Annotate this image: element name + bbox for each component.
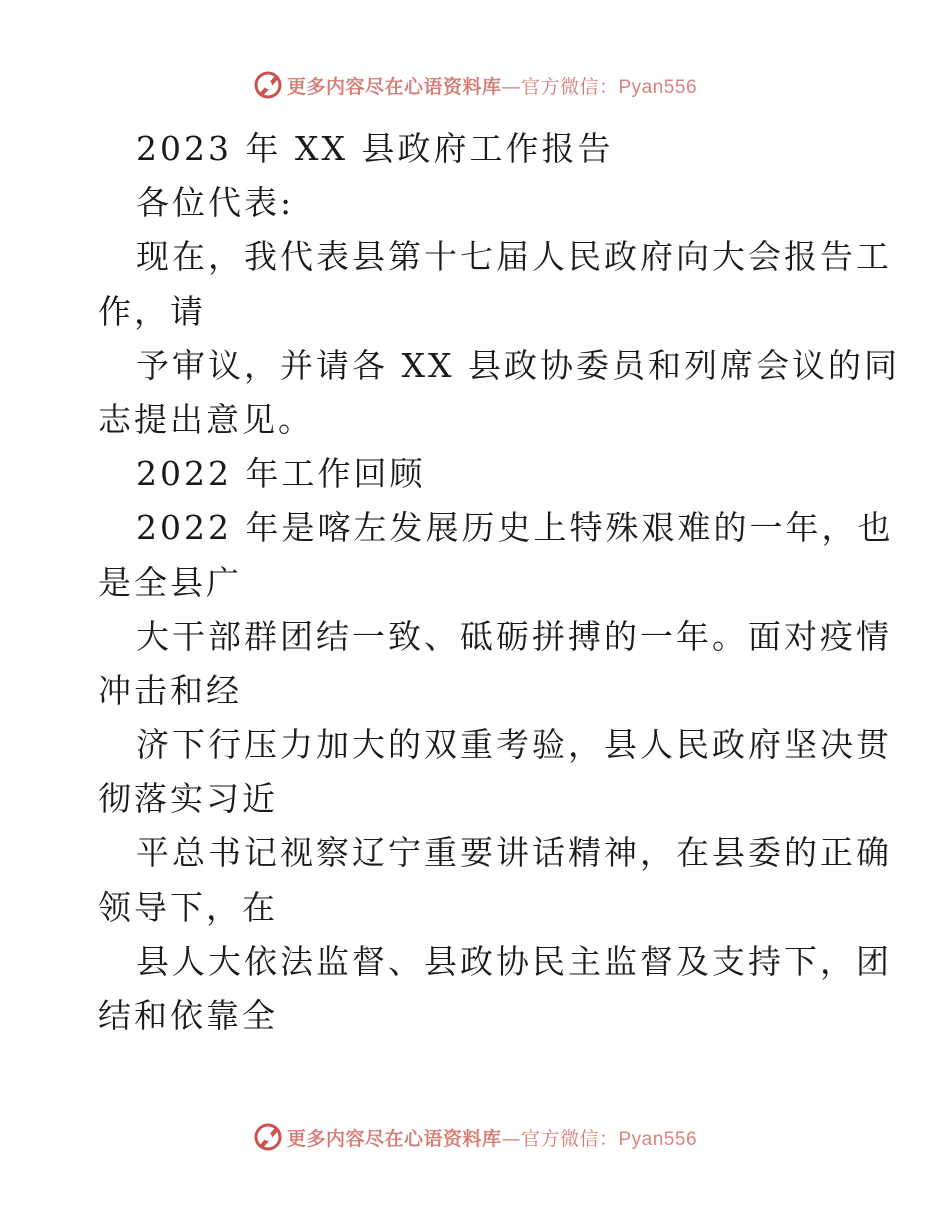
watermark-text xyxy=(287,1124,697,1151)
paragraph-line: 各位代表: xyxy=(136,183,295,223)
paragraph-line: 2023 年 XX 县政府工作报告 xyxy=(136,129,614,168)
paragraph-line: 志提出意见。 xyxy=(98,399,314,439)
paragraph-line: 平总书记视察辽宁重要讲话精神，在县委的正确 xyxy=(136,833,892,873)
watermark-dash: — xyxy=(501,75,521,98)
paragraph-line: 冲击和经 xyxy=(98,670,242,710)
paragraph-line: 彻落实习近 xyxy=(98,779,278,819)
paragraph-line: 县人大依法监督、县政协民主监督及支持下，团 xyxy=(136,941,892,981)
watermark-sub: 官方微信： xyxy=(520,75,619,98)
paragraph-line: 予审议，并请各 XX 县政协委员和列席会议的同 xyxy=(136,345,900,385)
paragraph-line: 领导下，在 xyxy=(98,887,278,927)
watermark-footer xyxy=(0,1122,950,1152)
paragraph-line: 大干部群团结一致、砥砺拼搏的一年。面对疫情 xyxy=(136,616,892,656)
brush-logo-icon xyxy=(253,1122,283,1152)
watermark-header xyxy=(0,70,950,100)
watermark-sub: 官方微信： xyxy=(520,1127,619,1150)
watermark-main: 更多内容尽在心语资料库 xyxy=(286,75,502,98)
paragraph-line: 2022 年是喀左发展历史上特殊艰难的一年，也 xyxy=(136,508,894,548)
paragraph-line: 是全县广 xyxy=(98,562,242,602)
watermark-code: Pyan556 xyxy=(618,76,698,98)
paragraph-line: 现在，我代表县第十七届人民政府向大会报告工 xyxy=(136,237,892,277)
watermark-dash: — xyxy=(501,1127,521,1150)
brush-logo-icon xyxy=(253,70,283,100)
paragraph-line: 结和依靠全 xyxy=(98,996,278,1035)
paragraph-line: 2022 年工作回顾 xyxy=(136,454,426,494)
paragraph-line: 济下行压力加大的双重考验，县人民政府坚决贯 xyxy=(136,725,892,765)
watermark-text xyxy=(287,72,697,99)
document-body xyxy=(98,122,900,1043)
paragraph-line: 作，请 xyxy=(98,291,206,331)
watermark-code: Pyan556 xyxy=(618,1128,698,1150)
watermark-main: 更多内容尽在心语资料库 xyxy=(286,1127,502,1150)
